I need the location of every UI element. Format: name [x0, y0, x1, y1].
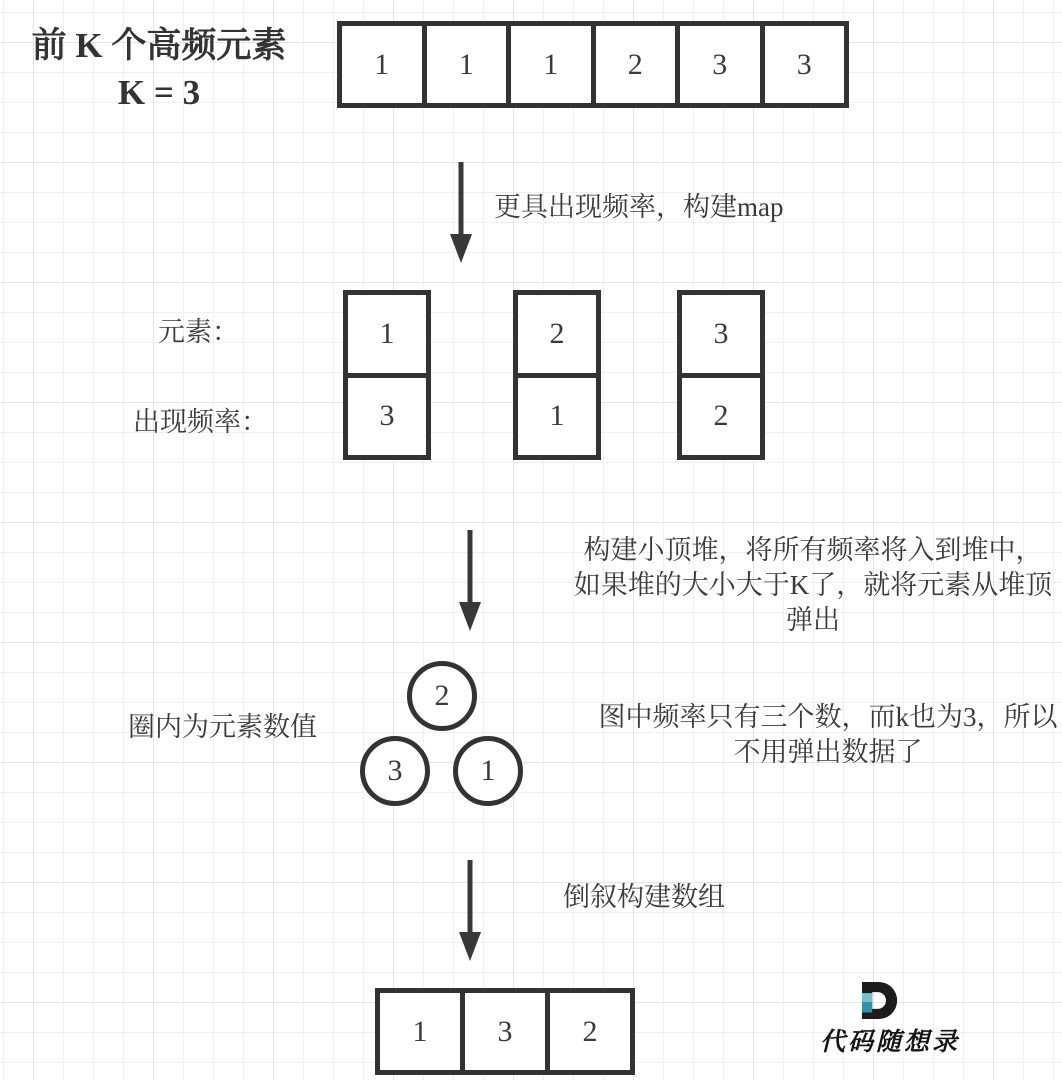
map-entry-2	[513, 290, 601, 460]
input-array-cell: 3	[675, 26, 760, 103]
output-array-cell: 2	[545, 993, 630, 1070]
map-entry-element: 1	[379, 316, 395, 350]
input-array-cell: 1	[422, 26, 507, 103]
arrow-down-icon	[455, 530, 485, 632]
arrow-down-icon	[446, 162, 476, 264]
page-title	[6, 22, 312, 116]
input-array	[337, 21, 849, 108]
map-entry-element: 3	[713, 316, 729, 350]
output-array-cell: 3	[460, 993, 545, 1070]
step2-text: 构建小顶堆，将所有频率将入到堆中，如果堆的大小大于K了，就将元素从堆顶弹出	[573, 535, 1053, 635]
step3-label: 倒叙构建数组	[563, 882, 725, 912]
heap-right-note: 图中频率只有三个数，而k也为3，所以不用弹出数据了	[598, 702, 1058, 767]
input-array-cell: 3	[760, 26, 845, 103]
title-line1: 前 K 个高频元素	[31, 26, 287, 65]
output-array-cell: 1	[412, 1014, 428, 1048]
map-entry-element: 2	[549, 316, 565, 350]
logo	[820, 981, 1055, 1058]
element-row-label: 元素：	[158, 317, 239, 347]
input-array-cell: 1	[374, 47, 390, 81]
map-entry-frequency: 1	[518, 373, 596, 456]
logo-d-icon	[862, 981, 899, 1020]
map-entry-1	[343, 290, 431, 460]
frequency-row-label: 出现频率：	[133, 407, 268, 437]
heap-node-left: 3	[360, 736, 430, 806]
heap-left-note: 圈内为元素数值	[128, 712, 317, 742]
arrow-down-icon	[455, 860, 485, 962]
output-array	[375, 988, 635, 1075]
logo-text: 代码随想录	[820, 1029, 961, 1056]
heap-node-top: 2	[407, 661, 477, 731]
map-entry-frequency: 2	[682, 373, 760, 456]
step1-label: 更具出现频率，构建map	[494, 192, 784, 222]
map-entry-3	[677, 290, 765, 460]
input-array-cell: 2	[591, 26, 676, 103]
map-entry-frequency: 3	[348, 373, 426, 456]
heap-node-right: 1	[453, 736, 523, 806]
title-line2: K = 3	[117, 73, 201, 112]
input-array-cell: 1	[506, 26, 591, 103]
